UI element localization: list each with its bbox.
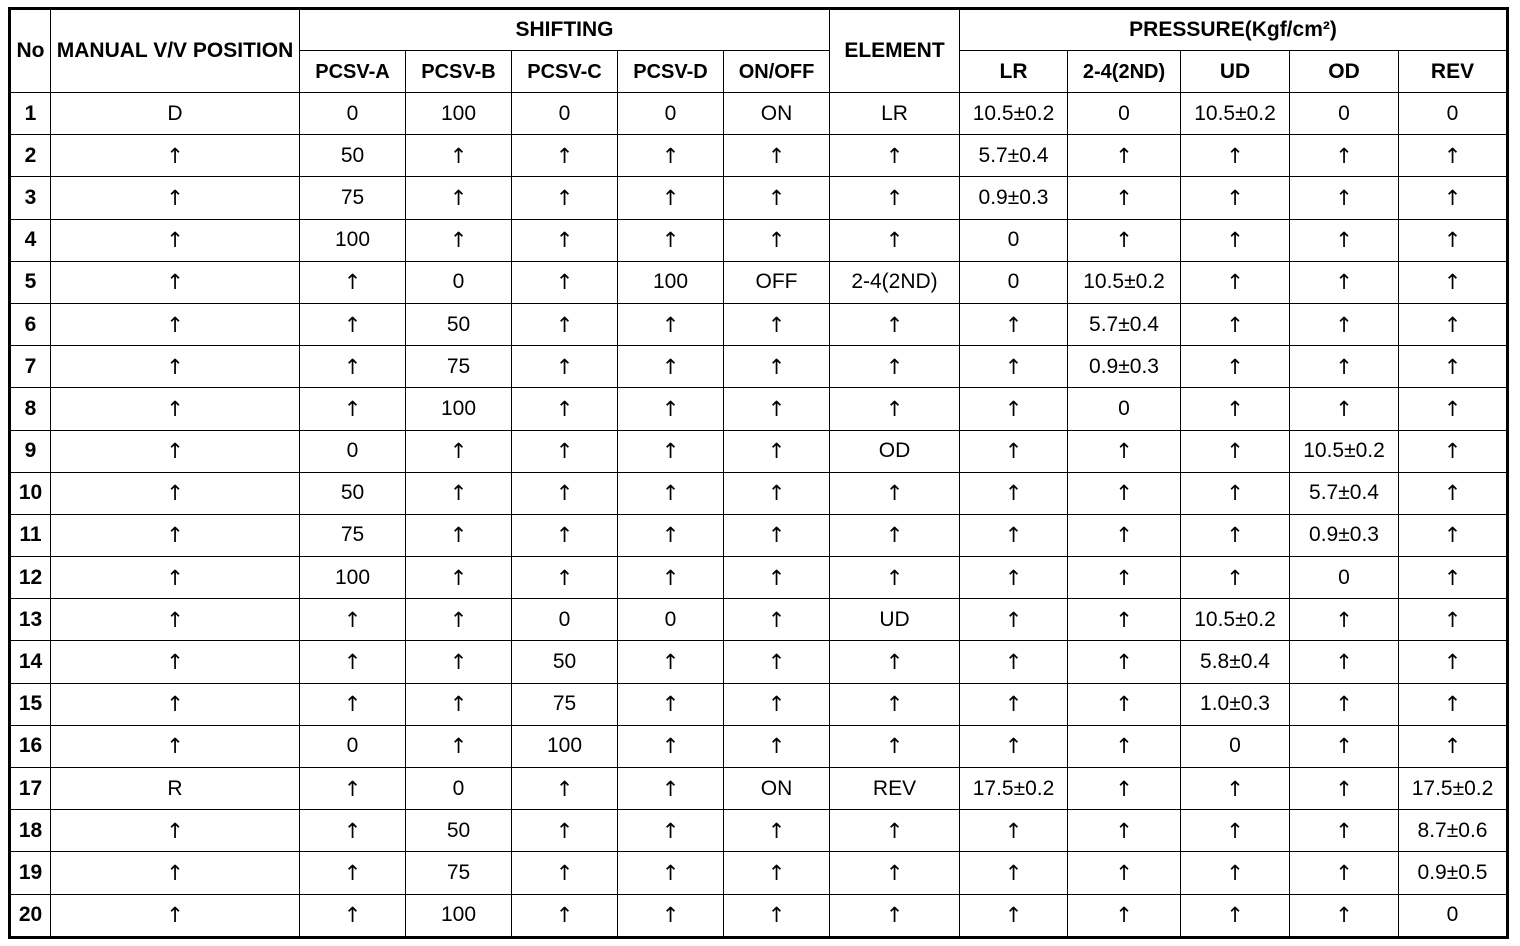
cell-rev: ↑ bbox=[1399, 514, 1508, 556]
cell-pcsv-a: ↑ bbox=[300, 346, 406, 388]
cell-manual-position: ↑ bbox=[51, 683, 300, 725]
cell-pcsv-a: 0 bbox=[300, 725, 406, 767]
cell-pcsv-c: ↑ bbox=[512, 219, 618, 261]
cell-pcsv-d: ↑ bbox=[618, 303, 724, 345]
cell-pcsv-c: 100 bbox=[512, 725, 618, 767]
cell-element: ↑ bbox=[830, 810, 960, 852]
cell-od: ↑ bbox=[1290, 599, 1399, 641]
cell-pcsv-a: ↑ bbox=[300, 641, 406, 683]
cell-on-off: ↑ bbox=[724, 219, 830, 261]
cell-ud: ↑ bbox=[1181, 810, 1290, 852]
table-row bbox=[10, 514, 1508, 556]
cell-on-off: ↑ bbox=[724, 557, 830, 599]
cell-pcsv-d: ↑ bbox=[618, 135, 724, 177]
cell-pcsv-c: ↑ bbox=[512, 768, 618, 810]
cell-pcsv-a: 75 bbox=[300, 514, 406, 556]
cell-2-4-2nd: 5.7±0.4 bbox=[1068, 303, 1181, 345]
cell-manual-position: D bbox=[51, 93, 300, 135]
cell-manual-position: ↑ bbox=[51, 261, 300, 303]
cell-2-4-2nd: ↑ bbox=[1068, 599, 1181, 641]
cell-pcsv-b: ↑ bbox=[406, 557, 512, 599]
cell-rev: 0 bbox=[1399, 894, 1508, 937]
cell-pcsv-c: ↑ bbox=[512, 346, 618, 388]
cell-manual-position: ↑ bbox=[51, 303, 300, 345]
cell-od: ↑ bbox=[1290, 894, 1399, 937]
cell-rev: ↑ bbox=[1399, 261, 1508, 303]
cell-manual-position: ↑ bbox=[51, 725, 300, 767]
cell-2-4-2nd: 0 bbox=[1068, 388, 1181, 430]
cell-od: ↑ bbox=[1290, 303, 1399, 345]
cell-lr: 10.5±0.2 bbox=[960, 93, 1068, 135]
cell-pcsv-b: ↑ bbox=[406, 683, 512, 725]
cell-lr: ↑ bbox=[960, 725, 1068, 767]
cell-rev: ↑ bbox=[1399, 177, 1508, 219]
cell-pcsv-b: 0 bbox=[406, 768, 512, 810]
cell-od: ↑ bbox=[1290, 852, 1399, 894]
cell-od: 10.5±0.2 bbox=[1290, 430, 1399, 472]
cell-2-4-2nd: ↑ bbox=[1068, 514, 1181, 556]
cell-pcsv-b: 0 bbox=[406, 261, 512, 303]
cell-pcsv-b: ↑ bbox=[406, 725, 512, 767]
cell-pcsv-a: ↑ bbox=[300, 810, 406, 852]
cell-pcsv-b: ↑ bbox=[406, 177, 512, 219]
cell-element: ↑ bbox=[830, 135, 960, 177]
cell-rev: ↑ bbox=[1399, 641, 1508, 683]
cell-pcsv-c: ↑ bbox=[512, 303, 618, 345]
cell-pcsv-c: ↑ bbox=[512, 388, 618, 430]
cell-on-off: ON bbox=[724, 768, 830, 810]
cell-rev: ↑ bbox=[1399, 135, 1508, 177]
cell-2-4-2nd: 10.5±0.2 bbox=[1068, 261, 1181, 303]
cell-pcsv-a: ↑ bbox=[300, 261, 406, 303]
cell-od: ↑ bbox=[1290, 683, 1399, 725]
table-body bbox=[10, 93, 1508, 938]
cell-pcsv-b: 100 bbox=[406, 894, 512, 937]
cell-rev: ↑ bbox=[1399, 557, 1508, 599]
cell-on-off: OFF bbox=[724, 261, 830, 303]
cell-on-off: ↑ bbox=[724, 303, 830, 345]
cell-element: 2-4(2ND) bbox=[830, 261, 960, 303]
cell-pcsv-a: 0 bbox=[300, 93, 406, 135]
cell-lr: ↑ bbox=[960, 557, 1068, 599]
table-row bbox=[10, 599, 1508, 641]
cell-on-off: ↑ bbox=[724, 894, 830, 937]
cell-on-off: ↑ bbox=[724, 430, 830, 472]
cell-manual-position: ↑ bbox=[51, 514, 300, 556]
table-row bbox=[10, 346, 1508, 388]
header-pcsv-c: PCSV-C bbox=[512, 51, 618, 93]
cell-pcsv-d: ↑ bbox=[618, 219, 724, 261]
header-element: ELEMENT bbox=[830, 9, 960, 93]
cell-ud: ↑ bbox=[1181, 430, 1290, 472]
cell-pcsv-c: 0 bbox=[512, 599, 618, 641]
cell-pcsv-b: 50 bbox=[406, 810, 512, 852]
cell-ud: 10.5±0.2 bbox=[1181, 599, 1290, 641]
cell-od: 0.9±0.3 bbox=[1290, 514, 1399, 556]
cell-2-4-2nd: ↑ bbox=[1068, 810, 1181, 852]
cell-2-4-2nd: ↑ bbox=[1068, 177, 1181, 219]
cell-pcsv-a: 100 bbox=[300, 219, 406, 261]
cell-no: 11 bbox=[10, 514, 51, 556]
cell-pcsv-d: ↑ bbox=[618, 768, 724, 810]
cell-manual-position: ↑ bbox=[51, 388, 300, 430]
cell-ud: ↑ bbox=[1181, 894, 1290, 937]
cell-rev: 8.7±0.6 bbox=[1399, 810, 1508, 852]
cell-pcsv-d: ↑ bbox=[618, 894, 724, 937]
cell-2-4-2nd: ↑ bbox=[1068, 557, 1181, 599]
cell-pcsv-c: ↑ bbox=[512, 430, 618, 472]
cell-pcsv-d: 100 bbox=[618, 261, 724, 303]
cell-2-4-2nd: ↑ bbox=[1068, 725, 1181, 767]
cell-pcsv-a: ↑ bbox=[300, 599, 406, 641]
cell-lr: ↑ bbox=[960, 641, 1068, 683]
cell-lr: ↑ bbox=[960, 894, 1068, 937]
cell-pcsv-d: ↑ bbox=[618, 346, 724, 388]
table-row bbox=[10, 430, 1508, 472]
table-row bbox=[10, 768, 1508, 810]
cell-pcsv-a: ↑ bbox=[300, 683, 406, 725]
cell-pcsv-b: ↑ bbox=[406, 514, 512, 556]
cell-on-off: ↑ bbox=[724, 641, 830, 683]
cell-od: ↑ bbox=[1290, 810, 1399, 852]
cell-pcsv-b: ↑ bbox=[406, 219, 512, 261]
cell-pcsv-d: ↑ bbox=[618, 557, 724, 599]
cell-pcsv-c: ↑ bbox=[512, 261, 618, 303]
cell-ud: ↑ bbox=[1181, 303, 1290, 345]
cell-element: REV bbox=[830, 768, 960, 810]
cell-pcsv-c: ↑ bbox=[512, 514, 618, 556]
cell-element: ↑ bbox=[830, 303, 960, 345]
table-row bbox=[10, 135, 1508, 177]
cell-on-off: ↑ bbox=[724, 135, 830, 177]
cell-element: ↑ bbox=[830, 641, 960, 683]
cell-on-off: ↑ bbox=[724, 346, 830, 388]
cell-pcsv-d: ↑ bbox=[618, 852, 724, 894]
cell-pcsv-c: 50 bbox=[512, 641, 618, 683]
cell-ud: 1.0±0.3 bbox=[1181, 683, 1290, 725]
header-manual-position: MANUAL V/V POSITION bbox=[51, 9, 300, 93]
cell-rev: ↑ bbox=[1399, 303, 1508, 345]
cell-pcsv-a: ↑ bbox=[300, 852, 406, 894]
cell-pcsv-d: ↑ bbox=[618, 683, 724, 725]
cell-pcsv-a: ↑ bbox=[300, 303, 406, 345]
cell-ud: ↑ bbox=[1181, 135, 1290, 177]
header-no: No bbox=[10, 9, 51, 93]
cell-pcsv-a: 75 bbox=[300, 177, 406, 219]
cell-no: 19 bbox=[10, 852, 51, 894]
header-pcsv-b: PCSV-B bbox=[406, 51, 512, 93]
cell-pcsv-d: ↑ bbox=[618, 177, 724, 219]
cell-no: 4 bbox=[10, 219, 51, 261]
cell-od: 0 bbox=[1290, 557, 1399, 599]
cell-2-4-2nd: ↑ bbox=[1068, 219, 1181, 261]
cell-ud: ↑ bbox=[1181, 177, 1290, 219]
cell-lr: ↑ bbox=[960, 346, 1068, 388]
cell-no: 16 bbox=[10, 725, 51, 767]
cell-pcsv-b: 100 bbox=[406, 93, 512, 135]
table-row bbox=[10, 810, 1508, 852]
cell-pcsv-c: ↑ bbox=[512, 810, 618, 852]
cell-no: 17 bbox=[10, 768, 51, 810]
cell-pcsv-c: ↑ bbox=[512, 177, 618, 219]
cell-no: 3 bbox=[10, 177, 51, 219]
cell-pcsv-c: ↑ bbox=[512, 135, 618, 177]
cell-2-4-2nd: ↑ bbox=[1068, 852, 1181, 894]
cell-rev: ↑ bbox=[1399, 472, 1508, 514]
cell-lr: ↑ bbox=[960, 388, 1068, 430]
cell-no: 14 bbox=[10, 641, 51, 683]
cell-on-off: ↑ bbox=[724, 177, 830, 219]
cell-element: ↑ bbox=[830, 388, 960, 430]
cell-lr: 0 bbox=[960, 219, 1068, 261]
cell-pcsv-c: ↑ bbox=[512, 894, 618, 937]
cell-pcsv-c: ↑ bbox=[512, 852, 618, 894]
cell-rev: 0.9±0.5 bbox=[1399, 852, 1508, 894]
cell-element: ↑ bbox=[830, 852, 960, 894]
header-pcsv-d: PCSV-D bbox=[618, 51, 724, 93]
header-shifting: SHIFTING bbox=[300, 9, 830, 51]
cell-manual-position: R bbox=[51, 768, 300, 810]
header-pressure: PRESSURE(Kgf/cm²) bbox=[960, 9, 1508, 51]
table-row bbox=[10, 557, 1508, 599]
cell-od: ↑ bbox=[1290, 261, 1399, 303]
cell-rev: ↑ bbox=[1399, 683, 1508, 725]
cell-no: 18 bbox=[10, 810, 51, 852]
cell-od: 5.7±0.4 bbox=[1290, 472, 1399, 514]
cell-ud: ↑ bbox=[1181, 472, 1290, 514]
cell-lr: ↑ bbox=[960, 599, 1068, 641]
cell-pcsv-b: ↑ bbox=[406, 135, 512, 177]
header-ud: UD bbox=[1181, 51, 1290, 93]
cell-no: 6 bbox=[10, 303, 51, 345]
cell-lr: ↑ bbox=[960, 683, 1068, 725]
cell-manual-position: ↑ bbox=[51, 430, 300, 472]
cell-on-off: ↑ bbox=[724, 810, 830, 852]
cell-2-4-2nd: ↑ bbox=[1068, 472, 1181, 514]
cell-2-4-2nd: ↑ bbox=[1068, 683, 1181, 725]
cell-2-4-2nd: ↑ bbox=[1068, 135, 1181, 177]
cell-ud: ↑ bbox=[1181, 346, 1290, 388]
cell-no: 9 bbox=[10, 430, 51, 472]
cell-pcsv-a: ↑ bbox=[300, 768, 406, 810]
cell-lr: ↑ bbox=[960, 852, 1068, 894]
cell-manual-position: ↑ bbox=[51, 472, 300, 514]
cell-ud: 0 bbox=[1181, 725, 1290, 767]
cell-manual-position: ↑ bbox=[51, 557, 300, 599]
table-row bbox=[10, 894, 1508, 937]
table-row bbox=[10, 472, 1508, 514]
cell-manual-position: ↑ bbox=[51, 894, 300, 937]
cell-pcsv-b: 100 bbox=[406, 388, 512, 430]
cell-manual-position: ↑ bbox=[51, 810, 300, 852]
cell-od: ↑ bbox=[1290, 768, 1399, 810]
cell-pcsv-d: ↑ bbox=[618, 472, 724, 514]
cell-no: 15 bbox=[10, 683, 51, 725]
cell-lr: 0 bbox=[960, 261, 1068, 303]
cell-on-off: ↑ bbox=[724, 599, 830, 641]
table-row bbox=[10, 93, 1508, 135]
cell-rev: ↑ bbox=[1399, 219, 1508, 261]
table-row bbox=[10, 303, 1508, 345]
cell-pcsv-a: 0 bbox=[300, 430, 406, 472]
header-on-off: ON/OFF bbox=[724, 51, 830, 93]
cell-element: ↑ bbox=[830, 725, 960, 767]
cell-pcsv-d: 0 bbox=[618, 93, 724, 135]
cell-element: ↑ bbox=[830, 177, 960, 219]
table-row bbox=[10, 261, 1508, 303]
cell-pcsv-a: 50 bbox=[300, 135, 406, 177]
cell-on-off: ↑ bbox=[724, 683, 830, 725]
cell-2-4-2nd: 0.9±0.3 bbox=[1068, 346, 1181, 388]
cell-pcsv-d: ↑ bbox=[618, 514, 724, 556]
cell-od: ↑ bbox=[1290, 219, 1399, 261]
cell-no: 12 bbox=[10, 557, 51, 599]
cell-element: UD bbox=[830, 599, 960, 641]
cell-2-4-2nd: ↑ bbox=[1068, 641, 1181, 683]
cell-no: 5 bbox=[10, 261, 51, 303]
cell-manual-position: ↑ bbox=[51, 135, 300, 177]
cell-2-4-2nd: ↑ bbox=[1068, 768, 1181, 810]
cell-rev: ↑ bbox=[1399, 599, 1508, 641]
cell-no: 2 bbox=[10, 135, 51, 177]
cell-pcsv-b: ↑ bbox=[406, 472, 512, 514]
cell-lr: ↑ bbox=[960, 810, 1068, 852]
cell-od: ↑ bbox=[1290, 388, 1399, 430]
cell-element: ↑ bbox=[830, 683, 960, 725]
table-row bbox=[10, 641, 1508, 683]
cell-pcsv-c: ↑ bbox=[512, 472, 618, 514]
cell-rev: 17.5±0.2 bbox=[1399, 768, 1508, 810]
cell-manual-position: ↑ bbox=[51, 346, 300, 388]
cell-ud: 10.5±0.2 bbox=[1181, 93, 1290, 135]
cell-ud: ↑ bbox=[1181, 852, 1290, 894]
header-row-top bbox=[10, 9, 1508, 51]
cell-lr: ↑ bbox=[960, 303, 1068, 345]
cell-ud: ↑ bbox=[1181, 514, 1290, 556]
cell-pcsv-b: 75 bbox=[406, 852, 512, 894]
cell-pcsv-c: 0 bbox=[512, 93, 618, 135]
cell-lr: ↑ bbox=[960, 430, 1068, 472]
cell-pcsv-b: ↑ bbox=[406, 430, 512, 472]
cell-element: ↑ bbox=[830, 219, 960, 261]
cell-ud: 5.8±0.4 bbox=[1181, 641, 1290, 683]
cell-on-off: ↑ bbox=[724, 852, 830, 894]
table-row bbox=[10, 388, 1508, 430]
cell-pcsv-a: ↑ bbox=[300, 388, 406, 430]
cell-ud: ↑ bbox=[1181, 557, 1290, 599]
cell-lr: ↑ bbox=[960, 472, 1068, 514]
cell-element: ↑ bbox=[830, 346, 960, 388]
cell-pcsv-b: 50 bbox=[406, 303, 512, 345]
cell-manual-position: ↑ bbox=[51, 177, 300, 219]
cell-element: ↑ bbox=[830, 557, 960, 599]
cell-od: ↑ bbox=[1290, 346, 1399, 388]
cell-pcsv-b: ↑ bbox=[406, 641, 512, 683]
cell-pcsv-c: ↑ bbox=[512, 557, 618, 599]
cell-rev: ↑ bbox=[1399, 725, 1508, 767]
cell-pcsv-d: ↑ bbox=[618, 430, 724, 472]
table-header bbox=[10, 9, 1508, 93]
cell-on-off: ↑ bbox=[724, 725, 830, 767]
cell-pcsv-d: ↑ bbox=[618, 725, 724, 767]
cell-od: ↑ bbox=[1290, 135, 1399, 177]
cell-on-off: ON bbox=[724, 93, 830, 135]
cell-pcsv-d: 0 bbox=[618, 599, 724, 641]
cell-manual-position: ↑ bbox=[51, 599, 300, 641]
header-pcsv-a: PCSV-A bbox=[300, 51, 406, 93]
cell-lr: 5.7±0.4 bbox=[960, 135, 1068, 177]
cell-2-4-2nd: ↑ bbox=[1068, 894, 1181, 937]
cell-2-4-2nd: ↑ bbox=[1068, 430, 1181, 472]
cell-manual-position: ↑ bbox=[51, 852, 300, 894]
cell-od: ↑ bbox=[1290, 725, 1399, 767]
cell-pcsv-d: ↑ bbox=[618, 810, 724, 852]
table-row bbox=[10, 177, 1508, 219]
cell-ud: ↑ bbox=[1181, 261, 1290, 303]
cell-element: ↑ bbox=[830, 514, 960, 556]
cell-on-off: ↑ bbox=[724, 514, 830, 556]
cell-pcsv-a: 50 bbox=[300, 472, 406, 514]
cell-element: ↑ bbox=[830, 894, 960, 937]
cell-2-4-2nd: 0 bbox=[1068, 93, 1181, 135]
cell-pcsv-b: ↑ bbox=[406, 599, 512, 641]
cell-no: 10 bbox=[10, 472, 51, 514]
cell-rev: 0 bbox=[1399, 93, 1508, 135]
cell-no: 1 bbox=[10, 93, 51, 135]
cell-element: ↑ bbox=[830, 472, 960, 514]
header-lr: LR bbox=[960, 51, 1068, 93]
header-2-4-2nd: 2-4(2ND) bbox=[1068, 51, 1181, 93]
cell-lr: 17.5±0.2 bbox=[960, 768, 1068, 810]
pressure-test-table bbox=[8, 7, 1509, 939]
header-od: OD bbox=[1290, 51, 1399, 93]
cell-element: OD bbox=[830, 430, 960, 472]
cell-pcsv-d: ↑ bbox=[618, 388, 724, 430]
cell-pcsv-a: 100 bbox=[300, 557, 406, 599]
cell-ud: ↑ bbox=[1181, 388, 1290, 430]
cell-rev: ↑ bbox=[1399, 430, 1508, 472]
cell-no: 8 bbox=[10, 388, 51, 430]
cell-pcsv-d: ↑ bbox=[618, 641, 724, 683]
cell-manual-position: ↑ bbox=[51, 219, 300, 261]
cell-od: 0 bbox=[1290, 93, 1399, 135]
cell-od: ↑ bbox=[1290, 177, 1399, 219]
cell-pcsv-c: 75 bbox=[512, 683, 618, 725]
table-row bbox=[10, 683, 1508, 725]
cell-ud: ↑ bbox=[1181, 768, 1290, 810]
cell-lr: 0.9±0.3 bbox=[960, 177, 1068, 219]
table-row bbox=[10, 725, 1508, 767]
cell-lr: ↑ bbox=[960, 514, 1068, 556]
cell-pcsv-a: ↑ bbox=[300, 894, 406, 937]
cell-no: 13 bbox=[10, 599, 51, 641]
cell-rev: ↑ bbox=[1399, 388, 1508, 430]
cell-element: LR bbox=[830, 93, 960, 135]
table-row bbox=[10, 852, 1508, 894]
cell-on-off: ↑ bbox=[724, 472, 830, 514]
cell-no: 20 bbox=[10, 894, 51, 937]
cell-no: 7 bbox=[10, 346, 51, 388]
cell-pcsv-b: 75 bbox=[406, 346, 512, 388]
cell-on-off: ↑ bbox=[724, 388, 830, 430]
cell-manual-position: ↑ bbox=[51, 641, 300, 683]
table-row bbox=[10, 219, 1508, 261]
cell-rev: ↑ bbox=[1399, 346, 1508, 388]
header-rev: REV bbox=[1399, 51, 1508, 93]
cell-ud: ↑ bbox=[1181, 219, 1290, 261]
cell-od: ↑ bbox=[1290, 641, 1399, 683]
